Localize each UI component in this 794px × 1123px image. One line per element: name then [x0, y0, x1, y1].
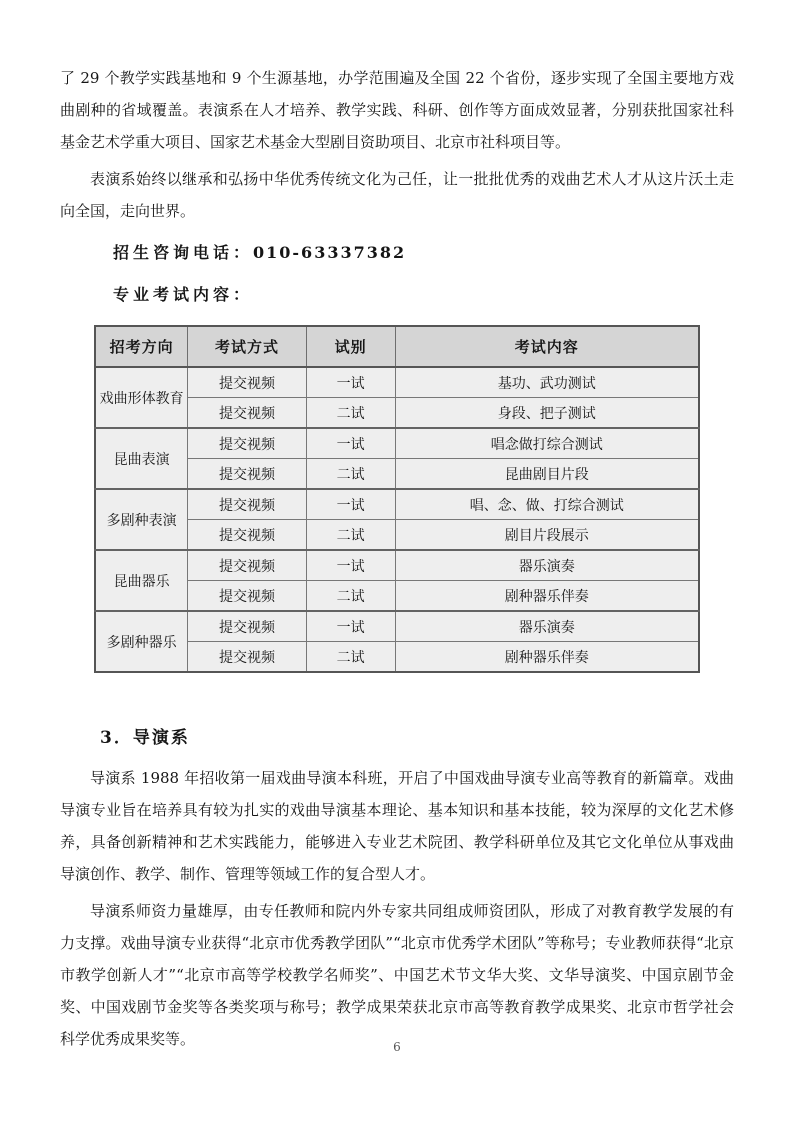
- content-cell: 唱、念、做、打综合测试: [395, 489, 699, 520]
- round-cell: 一试: [306, 611, 395, 642]
- paragraph-mission: 表演系始终以继承和弘扬中华优秀传统文化为己任，让一批批优秀的戏曲艺术人才从这片沃土走向全国，走向世界。: [60, 170, 734, 220]
- direction-cell: 昆曲表演: [95, 428, 188, 489]
- method-cell: 提交视频: [188, 611, 307, 642]
- table-row: [95, 367, 699, 398]
- table-header-row: [95, 326, 699, 367]
- method-cell: 提交视频: [188, 642, 307, 673]
- phone-label: 招生咨询电话：: [113, 243, 254, 262]
- table-row: [95, 611, 699, 642]
- round-cell: 二试: [306, 520, 395, 551]
- table-row: [95, 550, 699, 581]
- round-cell: 一试: [306, 489, 395, 520]
- header-content: 考试内容: [395, 326, 699, 367]
- paragraph-directing-faculty: 导演系师资力量雄厚，由专任教师和院内外专家共同组成师资团队，形成了对教育教学发展的有力支撑。戏曲导演专业获得“北京市优秀教学团队”“北京市优秀学术团队”等称号；专业教师获得“北京市教学创新人才”“北京市高等学校教学名师奖”、中国艺术节文华大奖、文华导演奖、中国京剧节金奖、中国戏剧节金奖等各类奖项与称号；教学成果荣获北京市高等教育教学成果奖、北京市哲学社会科学优秀成果奖等。: [60, 902, 734, 1048]
- content-cell: 器乐演奏: [395, 611, 699, 642]
- phone-number: 010-63337382: [253, 243, 407, 262]
- method-cell: 提交视频: [188, 428, 307, 459]
- method-cell: 提交视频: [188, 398, 307, 429]
- page-number: 6: [393, 1040, 401, 1054]
- method-cell: 提交视频: [188, 489, 307, 520]
- round-cell: 一试: [306, 550, 395, 581]
- method-cell: 提交视频: [188, 550, 307, 581]
- method-cell: 提交视频: [188, 459, 307, 490]
- header-method: 考试方式: [188, 326, 307, 367]
- paragraph-directing-intro: 导演系 1988 年招收第一届戏曲导演本科班，开启了中国戏曲导演专业高等教育的新篇章。戏曲导演专业旨在培养具有较为扎实的戏曲导演基本理论、基本知识和基本技能，较为深厚的文化艺术修养，具备创新精神和艺术实践能力，能够进入专业艺术院团、教学科研单位及其它文化单位从事戏曲导演创作、教学、制作、管理等领域工作的复合型人才。: [60, 769, 734, 883]
- method-cell: 提交视频: [188, 581, 307, 612]
- content-cell: 唱念做打综合测试: [395, 428, 699, 459]
- phone-line: [113, 241, 734, 265]
- method-cell: 提交视频: [188, 367, 307, 398]
- content-cell: 昆曲剧目片段: [395, 459, 699, 490]
- content-cell: 剧种器乐伴奏: [395, 581, 699, 612]
- content-cell: 身段、把子测试: [395, 398, 699, 429]
- round-cell: 二试: [306, 642, 395, 673]
- header-direction: 招考方向: [95, 326, 188, 367]
- direction-cell: 昆曲器乐: [95, 550, 188, 611]
- content-cell: 剧目片段展示: [395, 520, 699, 551]
- round-cell: 一试: [306, 367, 395, 398]
- table-row: [95, 428, 699, 459]
- round-cell: 二试: [306, 581, 395, 612]
- section-heading-directing: 3．导演系: [100, 728, 190, 748]
- round-cell: 二试: [306, 459, 395, 490]
- section-body: [60, 762, 734, 1055]
- header-round: 试别: [306, 326, 395, 367]
- exam-table: [94, 325, 700, 673]
- round-cell: 二试: [306, 398, 395, 429]
- round-cell: 一试: [306, 428, 395, 459]
- method-cell: 提交视频: [188, 520, 307, 551]
- direction-cell: 戏曲形体教育: [95, 367, 188, 428]
- direction-cell: 多剧种器乐: [95, 611, 188, 672]
- paragraph-continued: 了 29 个教学实践基地和 9 个生源基地，办学范围遍及全国 22 个省份，逐步实现了全国主要地方戏曲剧种的省域覆盖。表演系在人才培养、教学实践、科研、创作等方面成效显著，分别获批国家社科基金艺术学重大项目、国家艺术基金大型剧目资助项目、北京市社科项目等。: [60, 69, 734, 151]
- direction-cell: 多剧种表演: [95, 489, 188, 550]
- content-cell: 器乐演奏: [395, 550, 699, 581]
- exam-content-heading: 专业考试内容：: [113, 285, 254, 304]
- content-cell: 基功、武功测试: [395, 367, 699, 398]
- content-cell: 剧种器乐伴奏: [395, 642, 699, 673]
- table-row: [95, 489, 699, 520]
